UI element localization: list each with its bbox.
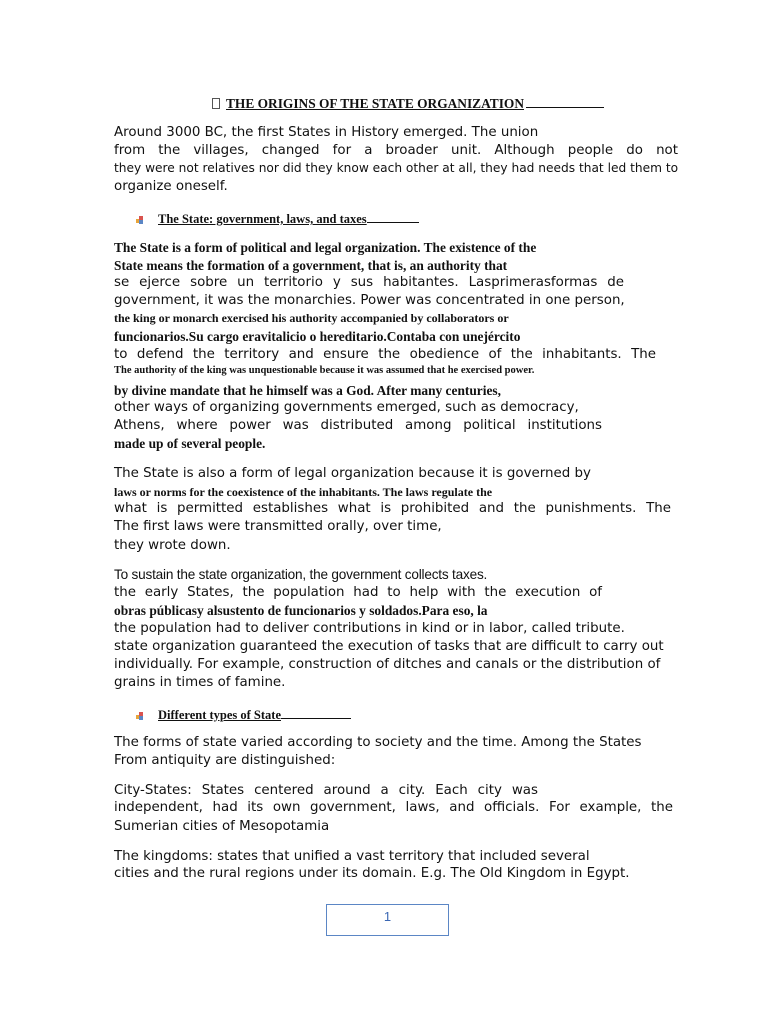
body-line: The forms of state varied according to society and the time. Among the States bbox=[114, 735, 642, 750]
body-line: to defend the territory and ensure the obedience of the inhabitants. The bbox=[114, 347, 656, 362]
body-line: the population had to deliver contributions in kind or in labor, called tribute. bbox=[114, 621, 625, 636]
body-line: the king or monarch exercised his authority accompanied by collaborators or bbox=[114, 311, 509, 325]
body-line: independent, had its own government, laws, and officials. For example, the bbox=[114, 800, 673, 815]
body-line: the early States, the population had to help with the execution of bbox=[114, 585, 602, 600]
section-heading: The State: government, laws, and taxes bbox=[136, 211, 419, 227]
intro-line: Around 3000 BC, the first States in History emerged. The union bbox=[114, 125, 539, 140]
body-line: government, it was the monarchies. Power was concentrated in one person, bbox=[114, 293, 625, 308]
body-line: state organization guaranteed the execution of tasks that are difficult to carry out bbox=[114, 639, 664, 654]
body-line: State means the formation of a government, that is, an authority that bbox=[114, 258, 508, 273]
page-title: THE ORIGINS OF THE STATE ORGANIZATION bbox=[212, 95, 604, 112]
body-line: The authority of the king was unquestionable because it was assumed that he exercised power. bbox=[114, 365, 535, 376]
body-line: To sustain the state organization, the government collects taxes. bbox=[114, 567, 488, 582]
body-line: what is permitted establishes what is prohibited and the punishments. The bbox=[114, 501, 671, 516]
body-line: by divine mandate that he himself was a God. After many centuries, bbox=[114, 383, 501, 398]
body-line: Athens, where power was distributed among political institutions bbox=[114, 418, 602, 433]
body-line: made up of several people. bbox=[114, 436, 266, 451]
body-line: City-States: States centered around a city. Each city was bbox=[114, 783, 538, 798]
body-line: se ejerce sobre un territorio y sus habitantes. Lasprimerasformas de bbox=[114, 275, 624, 290]
body-line: The kingdoms: states that unified a vast territory that included several bbox=[114, 849, 590, 864]
body-line: cities and the rural regions under its domain. E.g. The Old Kingdom in Egypt. bbox=[114, 866, 630, 881]
section-heading: Different types of State bbox=[136, 707, 351, 723]
body-line: laws or norms for the coexistence of the inhabitants. The laws regulate the bbox=[114, 485, 493, 499]
body-line: funcionarios.Su cargo eravitalicio o hereditario.Contaba con unejército bbox=[114, 329, 521, 344]
intro-line: they were not relatives nor did they know each other at all, they had needs that led them to bbox=[114, 161, 679, 175]
body-line: The first laws were transmitted orally, over time, bbox=[114, 519, 442, 534]
page-number: 1 bbox=[326, 904, 449, 936]
body-line: they wrote down. bbox=[114, 538, 231, 553]
missing-glyph-icon bbox=[212, 98, 220, 109]
body-line: The State is also a form of legal organization because it is governed by bbox=[114, 466, 591, 481]
body-line: From antiquity are distinguished: bbox=[114, 753, 336, 768]
bullet-icon bbox=[136, 712, 144, 720]
body-line: obras públicasy alsustento de funcionarios y soldados.Para eso, la bbox=[114, 603, 488, 618]
body-line: Sumerian cities of Mesopotamia bbox=[114, 819, 330, 834]
body-line: The State is a form of political and legal organization. The existence of the bbox=[114, 240, 537, 255]
intro-line: organize oneself. bbox=[114, 179, 228, 194]
bullet-icon bbox=[136, 216, 144, 224]
body-line: other ways of organizing governments emerged, such as democracy, bbox=[114, 400, 579, 415]
intro-line: from the villages, changed for a broader unit. Although people do not bbox=[114, 143, 678, 158]
body-line: individually. For example, construction of ditches and canals or the distribution of bbox=[114, 657, 661, 672]
body-line: grains in times of famine. bbox=[114, 675, 286, 690]
